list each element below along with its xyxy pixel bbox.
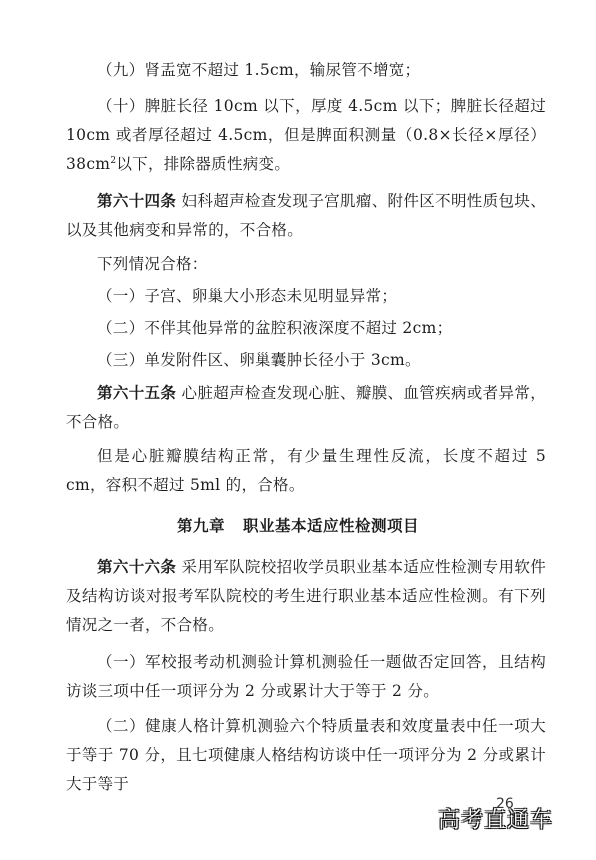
paragraph-text: 下列情况合格： — [97, 255, 208, 273]
paragraph-text: （三）单发附件区、卵巢囊肿长径小于 3cm。 — [97, 351, 421, 369]
article-text: 妇科超声检查发现子宫肌瘤、附件区不明性质包块、以及其他病变和异常的，不合格。 — [66, 192, 546, 239]
article-64 — [66, 186, 546, 245]
paragraph-item-3 — [66, 346, 546, 375]
paragraph-text: 以下，排除器质性病变。 — [116, 155, 291, 173]
chapter-heading — [0, 514, 596, 536]
paragraph-text: （二）不伴其他异常的盆腔积液深度不超过 2cm； — [97, 319, 453, 337]
paragraph-item-9 — [66, 56, 546, 85]
chapter-title: 职业基本适应性检测项目 — [243, 516, 420, 535]
paragraph-item-1 — [66, 282, 546, 311]
paragraph-text: （一）军校报考动机测验计算机测验任一题做否定回答，且结构访谈三项中任一项评分为 2 分或累计大于等于 2 分。 — [66, 653, 546, 700]
paragraph-qualified-intro — [66, 250, 546, 279]
paragraph-item-10 — [66, 92, 546, 179]
article-label: 第六十五条 — [97, 383, 177, 402]
article-text: 心脏超声检查发现心脏、瓣膜、血管疾病或者异常，不合格。 — [66, 384, 546, 431]
chapter-number: 第九章 — [176, 516, 225, 535]
article-text: 采用军队院校招收学员职业基本适应性检测专用软件及结构访谈对报考军队院校的考生进行职业基本适应性检测。有下列情况之一者，不合格。 — [66, 558, 546, 634]
paragraph-exception — [66, 442, 546, 500]
article-label: 第六十四条 — [97, 191, 177, 210]
paragraph-text: （九）肾盂宽不超过 1.5cm，输尿管不增宽； — [97, 61, 421, 79]
paragraph-text: 但是心脏瓣膜结构正常，有少量生理性反流，长度不超过 5 cm，容积不超过 5ml 的，合格。 — [66, 447, 546, 494]
paragraph-text: （二）健康人格计算机测验六个特质量表和效度量表中任一项大于等于 70 分，且七项健康人格结构访谈中任一项评分为 2 分或累计大于等于 — [66, 717, 546, 793]
article-label: 第六十六条 — [97, 557, 177, 576]
paragraph-text: （十）脾脏长径 10cm 以下，厚度 4.5cm 以下；脾脏长径超过 10cm 或者厚径超过 4.5cm，但是脾面积测量（0.8×长径×厚径）38cm — [66, 97, 546, 173]
article-65 — [66, 378, 546, 437]
page-number: 26 — [496, 796, 514, 812]
paragraph-item-1-motivation — [66, 648, 546, 706]
paragraph-text: （一）子宫、卵巢大小形态未见明显异常； — [97, 287, 398, 305]
superscript: 2 — [110, 156, 117, 166]
article-66 — [66, 552, 546, 640]
paragraph-item-2-personality — [66, 712, 546, 799]
watermark-logo: 高考直通车 — [438, 808, 554, 833]
paragraph-item-2 — [66, 314, 546, 343]
